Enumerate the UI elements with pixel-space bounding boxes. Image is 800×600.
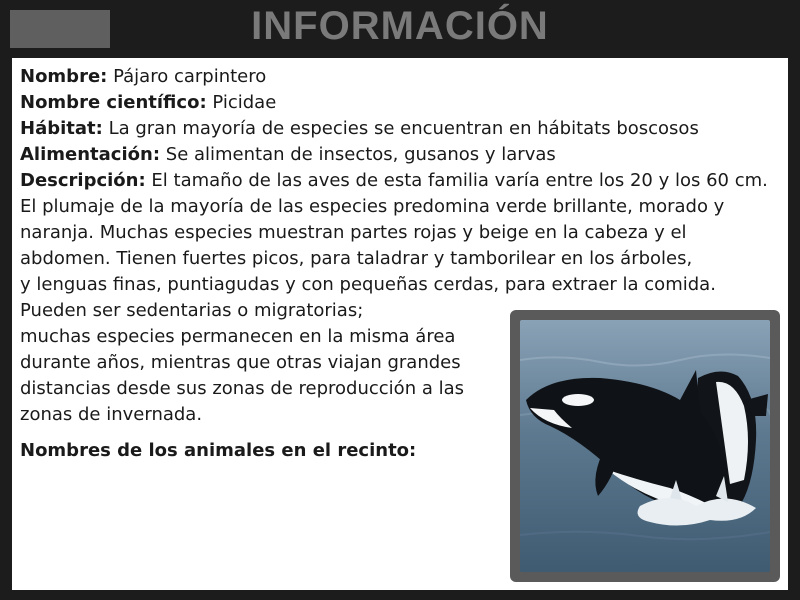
description-line: Pueden ser sedentarias o migratorias; [20, 300, 364, 321]
description-text: El tamaño de las aves de esta familia varía entre los 20 y los 60 cm. [151, 170, 768, 191]
animal-photo [520, 320, 770, 572]
description-line: zonas de invernada. [20, 404, 203, 425]
name-row [20, 64, 784, 90]
diet-label: Alimentación: [20, 144, 161, 165]
page-title: INFORMACIÓN [251, 4, 549, 48]
diet-row [20, 142, 784, 168]
habitat-label: Hábitat: [20, 118, 103, 139]
enclosure-animals-label: Nombres de los animales en el recinto: [20, 440, 417, 461]
habitat-value: La gran mayoría de especies se encuentran en hábitats boscosos [108, 118, 699, 139]
description-line: muchas especies permanecen en la misma área [20, 326, 456, 347]
description-line: durante años, mientras que otras viajan grandes [20, 352, 461, 373]
name-label: Nombre: [20, 66, 108, 87]
description-line: y lenguas finas, puntiagudas y con pequeñas cerdas, para extraer la comida. [20, 274, 716, 295]
orca-eye-patch [562, 394, 594, 406]
description-line: distancias desde sus zonas de reproducción a las [20, 378, 464, 399]
scientific-name-value: Picidae [212, 92, 277, 113]
description-line: abdomen. Tienen fuertes picos, para taladrar y tamborilear en los árboles, [20, 248, 693, 269]
info-panel [12, 58, 788, 590]
header-bar [0, 0, 800, 58]
description-label: Descripción: [20, 170, 146, 191]
description-line [20, 168, 784, 194]
animal-photo-frame [510, 310, 780, 582]
habitat-row [20, 116, 784, 142]
scientific-name-row [20, 90, 784, 116]
description-line: El plumaje de la mayoría de las especies predomina verde brillante, morado y [20, 196, 725, 217]
orca-photo-illustration [520, 320, 770, 572]
diet-value: Se alimentan de insectos, gusanos y larvas [165, 144, 556, 165]
scientific-name-label: Nombre científico: [20, 92, 207, 113]
description-line: naranja. Muchas especies muestran partes rojas y beige en la cabeza y el [20, 222, 687, 243]
name-value: Pájaro carpintero [113, 66, 267, 87]
